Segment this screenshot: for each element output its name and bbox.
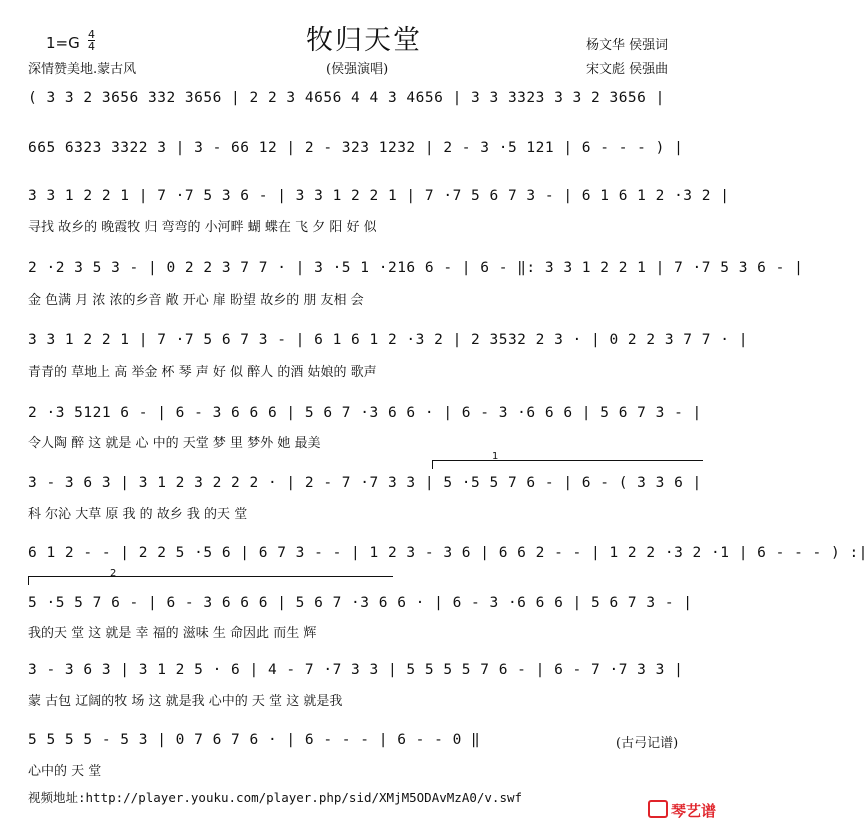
logo-text: 琴艺谱 bbox=[671, 802, 717, 820]
video-url-link[interactable]: http://player.youku.com/player.php/sid/XMjM5ODAvMzA0/v.swf bbox=[85, 790, 523, 805]
volta-2-bracket bbox=[28, 576, 393, 585]
music-row-8: 6 1 2 - - | 2 2 5 ·5 6 | 6 7 3 - - | 1 2 3 - 3 6 | 6 6 2 - - | 1 2 2 ·3 2 ·1 | 6 - - - ) :| bbox=[28, 545, 868, 561]
time-sig-bottom: 4 bbox=[88, 40, 95, 53]
video-address bbox=[28, 788, 522, 806]
lyricist: 杨文华 侯强词 bbox=[586, 38, 669, 53]
lyrics-row-7: 科 尔沁 大草 原 我 的 故乡 我 的天 堂 bbox=[28, 507, 248, 522]
lyrics-row-5: 青青的 草地上 高 举金 杯 琴 声 好 似 醉人 的酒 姑娘的 歌声 bbox=[28, 365, 377, 380]
performer: (侯强演唱) bbox=[326, 62, 389, 77]
music-row-2: 665 6323 3322 3 | 3 - 66 12 | 2 - 323 1232 | 2 - 3 ·5 121 | 6 - - - ) | bbox=[28, 140, 684, 156]
composer: 宋文彪 侯强曲 bbox=[586, 62, 669, 77]
volta-1-label: 1 bbox=[492, 451, 499, 462]
lyrics-row-3: 寻找 故乡的 晚霞牧 归 弯弯的 小河畔 蝴 蝶在 飞 夕 阳 好 似 bbox=[28, 220, 377, 235]
music-row-1: ( 3 3 2 3656 332 3656 | 2 2 3 4656 4 4 3 4656 | 3 3 3323 3 3 2 3656 | bbox=[28, 90, 665, 106]
lyrics-row-6: 令人陶 醉 这 就是 心 中的 天堂 梦 里 梦外 她 最美 bbox=[28, 436, 321, 451]
mood-marking: 深情赞美地.蒙古风 bbox=[28, 62, 137, 77]
volta-2-label: 2 bbox=[110, 568, 117, 579]
lyrics-row-9: 我的天 堂 这 就是 幸 福的 滋味 生 命因此 而生 辉 bbox=[28, 626, 317, 641]
lyrics-row-10: 蒙 古包 辽阔的牧 场 这 就是我 心中的 天 堂 这 就是我 bbox=[28, 694, 343, 709]
site-logo bbox=[648, 800, 716, 821]
music-row-7: 3 - 3 6 3 | 3 1 2 3 2 2 2 · | 2 - 7 ·7 3 3 | 5 ·5 5 7 6 - | 6 - ( 3 3 6 | bbox=[28, 475, 702, 491]
volta-1-bracket bbox=[432, 460, 703, 469]
lyrics-row-11: 心中的 天 堂 bbox=[28, 764, 102, 779]
logo-icon bbox=[648, 800, 668, 818]
music-row-3: 3 3 1 2 2 1 | 7 ·7 5 3 6 - | 3 3 1 2 2 1 | 7 ·7 5 6 7 3 - | 6 1 6 1 2 ·3 2 | bbox=[28, 188, 730, 204]
lyrics-row-4: 金 色满 月 浓 浓的乡音 敞 开心 扉 盼望 故乡的 朋 友相 会 bbox=[28, 293, 364, 308]
music-row-4: 2 ·2 3 5 3 - | 0 2 2 3 7 7 · | 3 ·5 1 ·216 6 - | 6 - ‖: 3 3 1 2 2 1 | 7 ·7 5 3 6 - | bbox=[28, 260, 804, 276]
key-signature: 1=G bbox=[46, 34, 80, 52]
song-title: 牧归天堂 bbox=[306, 25, 422, 56]
music-row-6: 2 ·3 5121 6 - | 6 - 3 6 6 6 | 5 6 7 ·3 6 6 · | 6 - 3 ·6 6 6 | 5 6 7 3 - | bbox=[28, 405, 702, 421]
transcriber-note: (古弓记谱) bbox=[616, 736, 679, 751]
music-row-11: 5 5 5 5 - 5 3 | 0 7 6 7 6 · | 6 - - - | 6 - - 0 ‖ bbox=[28, 732, 481, 748]
music-row-10: 3 - 3 6 3 | 3 1 2 5 · 6 | 4 - 7 ·7 3 3 | 5 5 5 5 7 6 - | 6 - 7 ·7 3 3 | bbox=[28, 662, 684, 678]
video-label: 视频地址: bbox=[28, 790, 86, 805]
time-sig-top: 4 bbox=[88, 28, 95, 41]
music-row-9: 5 ·5 5 7 6 - | 6 - 3 6 6 6 | 5 6 7 ·3 6 6 · | 6 - 3 ·6 6 6 | 5 6 7 3 - | bbox=[28, 595, 693, 611]
time-signature bbox=[88, 29, 95, 52]
music-row-5: 3 3 1 2 2 1 | 7 ·7 5 6 7 3 - | 6 1 6 1 2 ·3 2 | 2 3532 2 3 · | 0 2 2 3 7 7 · | bbox=[28, 332, 748, 348]
